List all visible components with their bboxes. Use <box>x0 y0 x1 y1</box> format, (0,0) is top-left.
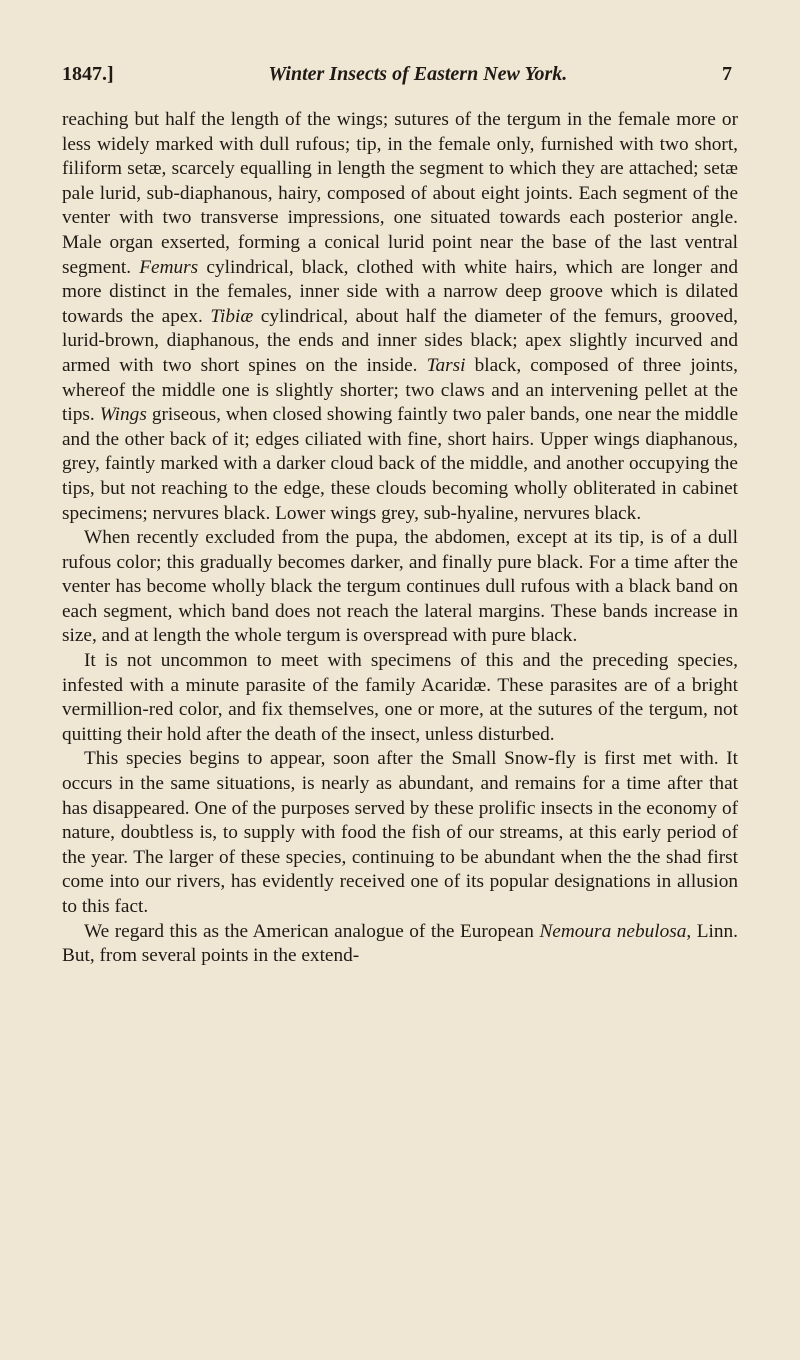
text-run: It is not uncommon to meet with specimens of this and the preceding species, infested with a minute parasite of the family Acaridæ. These parasites are of a bright vermillion-red color, and fix themselves, one or more, at the sutures of the tergum, not quitting their hold after the death of the insect, unless disturbed. <box>62 650 738 745</box>
text-run: reaching but half the length of the wings; sutures of the tergum in the female more or less widely marked with dull rufous; tip, in the female only, furnished with two short, filiform setæ, scarcely equalling in length the segment to which they are attached; setæ pale lurid, sub-diaphanous, hairy, composed of about eight joints. Each segment of the venter with two transverse impressions, one situated towards each posterior angle. Male organ exserted, forming a conical lurid point near the base of the last ventral segment. <box>62 109 738 278</box>
paragraph <box>62 526 738 649</box>
text-run: This species begins to appear, soon after the Small Snow-fly is first met with. It occurs in the same situations, is nearly as abundant, and remains for a time after that has disappeared. One of the purposes served by these prolific insects in the economy of nature, doubtless is, to supply with food the fish of our streams, at this early period of the year. The larger of these species, continuing to be abundant when the the shad first come into our rivers, has evidently received one of its popular designations in allusion to this fact. <box>62 748 738 917</box>
paragraph <box>62 108 738 526</box>
italic-term: Tarsi <box>426 354 466 376</box>
italic-term: Tibiæ <box>210 305 254 327</box>
text-run: griseous, when closed showing faintly two paler bands, one near the middle and the other back of it; edges ciliated with fine, short hairs. Upper wings diaphanous, grey, faintly marked with a darker cloud back of the middle, and another occupying the tips, but not reaching to the edge, these clouds becoming wholly obliterated in cabinet specimens; nervures black. Lower wings grey, sub-hyaline, nervures black. <box>62 404 739 524</box>
text-run: black, composed of three joints, whereof the middle one is slightly shorter; two claws and an intervening pellet at the tips. <box>62 354 738 426</box>
body-text <box>62 108 738 969</box>
paragraph <box>62 649 738 747</box>
italic-term: Wings <box>99 404 147 426</box>
running-head <box>62 62 738 86</box>
paragraph <box>62 920 738 969</box>
page-number: 7 <box>721 63 732 85</box>
text-run: When recently excluded from the pupa, the abdomen, except at its tip, is of a dull rufous color; this gradually becomes darker, and finally pure black. For a time after the venter has become wholly black the tergum continues dull rufous with a black band on each segment, which band does not reach the lateral margins. These bands increase in size, and at length the whole tergum is overspread with pure black. <box>62 527 738 647</box>
text-run: We regard this as the American analogue of the European <box>84 920 540 942</box>
text-run: cylindrical, about half the diameter of the femurs, grooved, lurid-brown, diaphanous, the ends and inner sides black; apex slightly incurved and armed with two short spines on the inside. <box>62 305 739 376</box>
header-year: 1847.] <box>62 63 114 85</box>
text-run: cylindrical, black, clothed with white hairs, which are longer and more distinct in the females, inner side with a narrow deep groove which is dilated towards the apex. <box>62 256 738 327</box>
italic-term: Nemoura nebulosa <box>539 920 687 942</box>
text-run: , Linn. But, from several points in the extend- <box>62 920 738 967</box>
italic-term: Femurs <box>139 256 199 278</box>
paragraph <box>62 747 738 919</box>
header-title: Winter Insects of Eastern New York. <box>268 63 568 85</box>
